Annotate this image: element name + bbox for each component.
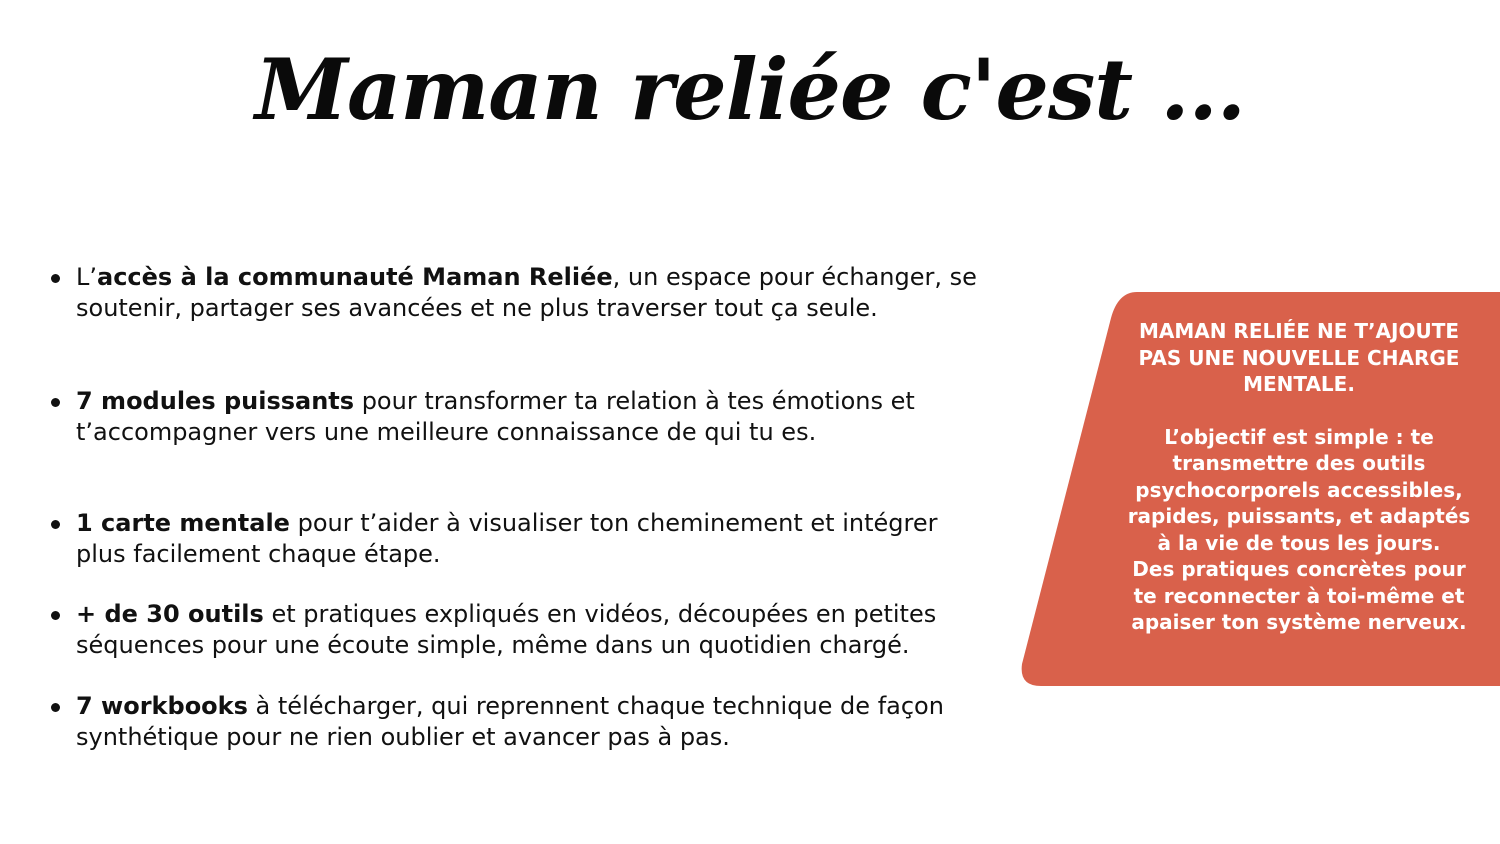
callout-box [1019, 292, 1500, 686]
item-text: à télécharger, qui reprennent chaque technique de façon synthétique pour ne rien oublier et avancer pas à pas. [76, 692, 944, 751]
list-item [48, 508, 978, 570]
item-highlight: accès à la communauté Maman Reliée [97, 263, 613, 291]
bullet-dot [51, 398, 60, 407]
list-item [48, 599, 978, 661]
item-highlight: 7 workbooks [76, 692, 248, 720]
list-item [48, 691, 978, 753]
bullet-dot [51, 274, 60, 283]
item-highlight: + de 30 outils [76, 600, 264, 628]
item-highlight: 7 modules puissants [76, 387, 355, 415]
item-text: et pratiques expliqués en vidéos, découpées en petites séquences pour une écoute simple, même dans un quotidien chargé. [76, 600, 937, 659]
callout-body: L’objectif est simple : te transmettre des outils psychocorporels accessibles, rapides, puissants, et adaptés à la vie de tous les jours. Des pratiques concrètes pour te reconnecter à toi-même et apaiser ton système nerveux. [1127, 424, 1471, 634]
callout-heading: MAMAN RELIÉE NE T’AJOUTE PAS UNE NOUVELLE CHARGE MENTALE. [1138, 319, 1460, 396]
list-item [48, 262, 978, 324]
page-title: Maman reliée c'est ... [254, 40, 1246, 139]
callout-text [1119, 318, 1479, 636]
bullet-dot [51, 703, 60, 712]
item-highlight: 1 carte mentale [76, 509, 290, 537]
list-item [48, 386, 978, 448]
item-text: pour t’aider à visualiser ton cheminement et intégrer plus facilement chaque étape. [76, 509, 938, 568]
bullet-dot [51, 520, 60, 529]
item-text: pour transformer ta relation à tes émotions et t’accompagner vers une meilleure connaissance de qui tu es. [76, 387, 915, 446]
item-text: , un espace pour échanger, se soutenir, partager ses avancées et ne plus traverser tout ça seule. [76, 263, 977, 322]
bullet-dot [51, 611, 60, 620]
item-prefix: L’ [76, 263, 97, 291]
